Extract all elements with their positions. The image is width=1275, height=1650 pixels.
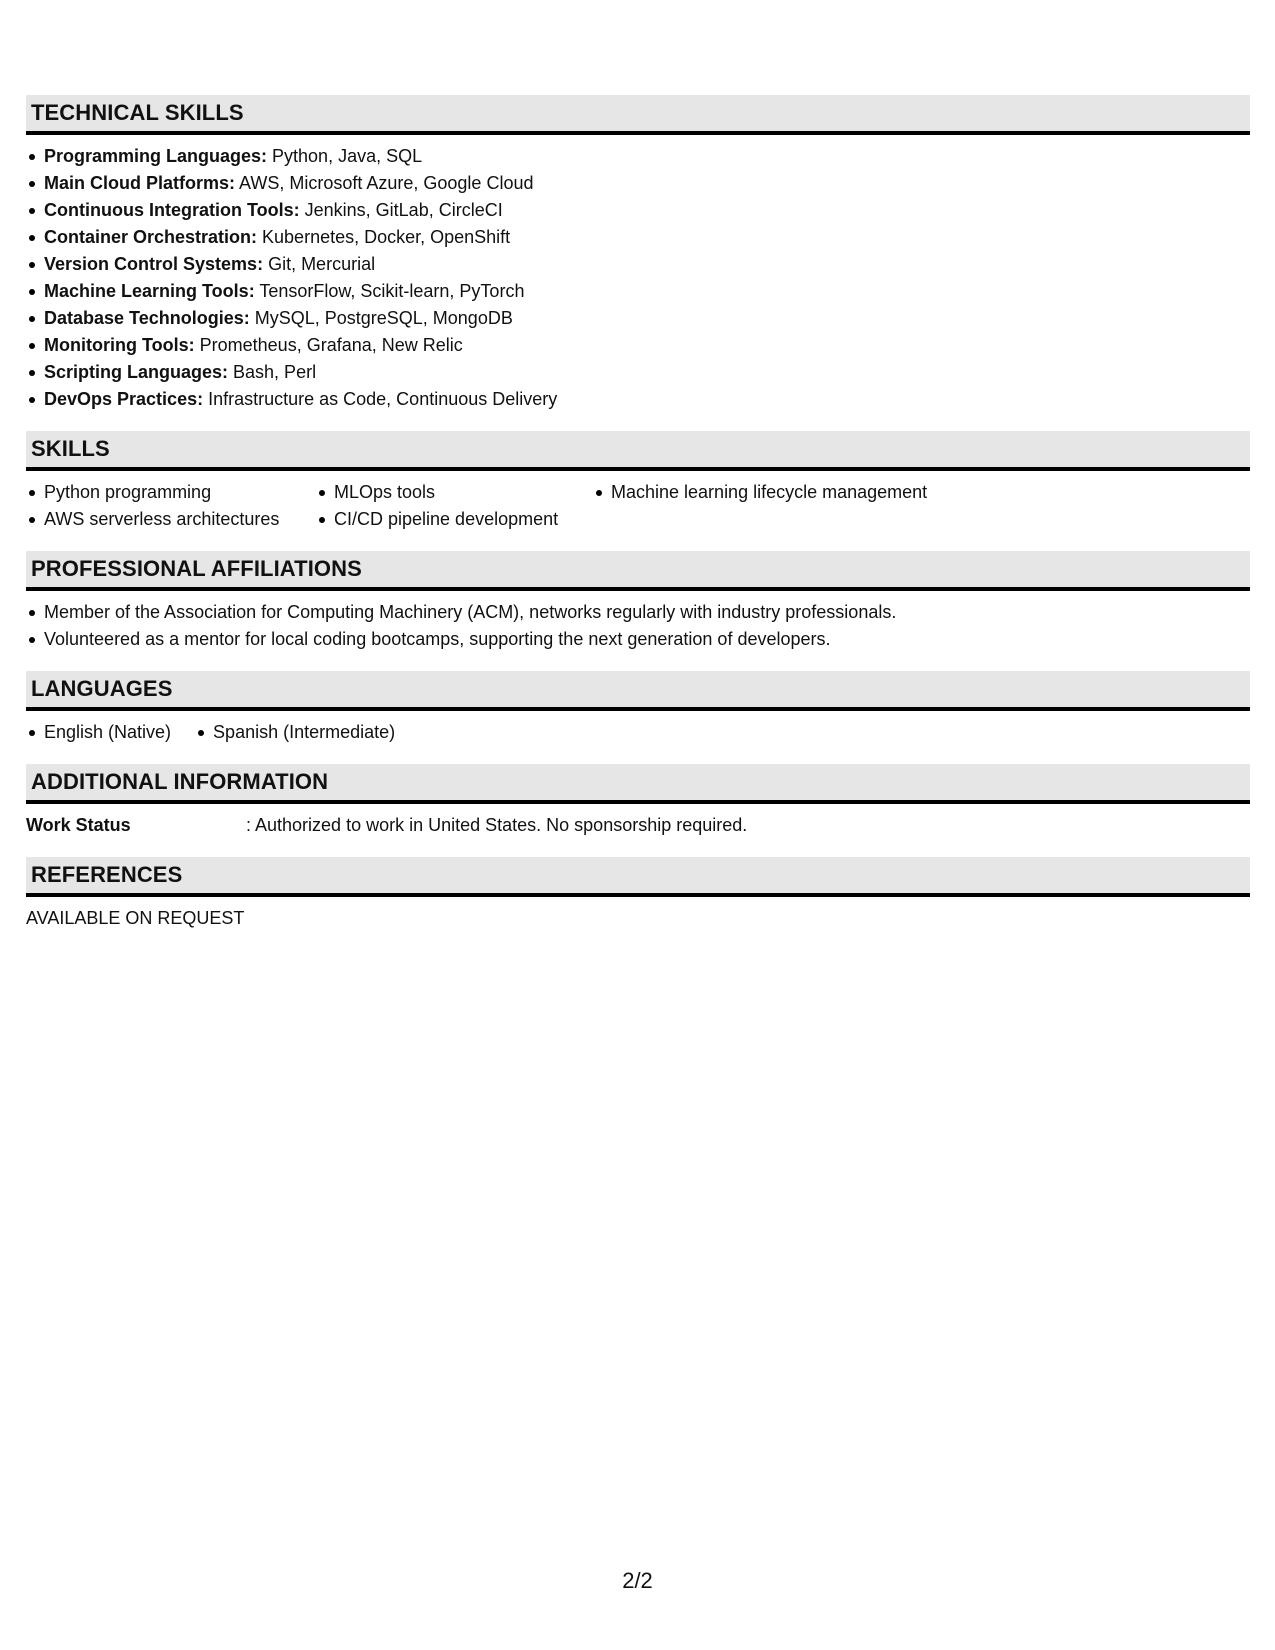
languages-section — [26, 671, 1250, 746]
languages-row — [26, 719, 1250, 746]
list-item — [26, 224, 1250, 251]
skill-value: Infrastructure as Code, Continuous Delivery — [203, 389, 558, 409]
list-item — [26, 305, 1250, 332]
skill-label: Programming Languages: — [44, 146, 268, 166]
list-item — [26, 251, 1250, 278]
list-item: CI/CD pipeline development — [316, 506, 571, 533]
skill-label: Main Cloud Platforms: — [44, 173, 236, 193]
page-number: 2/2 — [622, 1568, 653, 1593]
list-item — [26, 170, 1250, 197]
list-item: AWS serverless architectures — [26, 506, 294, 533]
list-item: English (Native) — [26, 719, 171, 746]
section-heading: LANGUAGES — [26, 671, 1250, 711]
skill-value: TensorFlow, Scikit-learn, PyTorch — [254, 281, 525, 301]
list-item: Spanish (Intermediate) — [195, 719, 395, 746]
skills-column — [593, 479, 993, 533]
references-text: AVAILABLE ON REQUEST — [26, 908, 245, 928]
skill-label: Container Orchestration: — [44, 227, 258, 247]
skills-column — [26, 479, 294, 533]
list-item — [26, 197, 1250, 224]
skill-value: Prometheus, Grafana, New Relic — [194, 335, 463, 355]
list-item — [26, 359, 1250, 386]
references-section — [26, 857, 1250, 932]
skills-column — [316, 479, 571, 533]
skills-section — [26, 431, 1250, 533]
list-item: Machine learning lifecycle management — [593, 479, 993, 506]
section-heading: REFERENCES — [26, 857, 1250, 897]
affiliations-section — [26, 551, 1250, 653]
languages-column — [195, 719, 395, 746]
section-heading: SKILLS — [26, 431, 1250, 471]
section-heading: ADDITIONAL INFORMATION — [26, 764, 1250, 804]
list-item: Python programming — [26, 479, 294, 506]
languages-column — [26, 719, 171, 746]
list-item: MLOps tools — [316, 479, 571, 506]
work-status-value: : Authorized to work in United States. No sponsorship required. — [246, 815, 748, 835]
skill-label: Scripting Languages: — [44, 362, 229, 382]
skill-value: MySQL, PostgreSQL, MongoDB — [249, 308, 513, 328]
resume-page — [26, 95, 1250, 950]
technical-skills-list — [26, 143, 1250, 413]
list-item — [26, 386, 1250, 413]
list-item — [26, 332, 1250, 359]
skill-label: Continuous Integration Tools: — [44, 200, 300, 220]
list-item: Member of the Association for Computing Machinery (ACM), networks regularly with industry professionals. — [26, 599, 1250, 626]
skill-label: DevOps Practices: — [44, 389, 204, 409]
skill-value: Kubernetes, Docker, OpenShift — [257, 227, 511, 247]
skills-grid — [26, 479, 1250, 533]
skill-label: Version Control Systems: — [44, 254, 264, 274]
work-status-label: Work Status — [26, 815, 131, 835]
list-item — [26, 143, 1250, 170]
technical-skills-section — [26, 95, 1250, 413]
skill-value: Jenkins, GitLab, CircleCI — [299, 200, 503, 220]
skill-value: AWS, Microsoft Azure, Google Cloud — [235, 173, 534, 193]
skill-value: Bash, Perl — [228, 362, 317, 382]
skill-value: Python, Java, SQL — [267, 146, 423, 166]
skill-label: Monitoring Tools: — [44, 335, 195, 355]
skill-label: Machine Learning Tools: — [44, 281, 255, 301]
work-status-row — [26, 812, 1250, 839]
list-item: Volunteered as a mentor for local coding bootcamps, supporting the next generation of developers. — [26, 626, 1250, 653]
section-heading: TECHNICAL SKILLS — [26, 95, 1250, 135]
list-item — [26, 278, 1250, 305]
skill-value: Git, Mercurial — [263, 254, 376, 274]
additional-info-section — [26, 764, 1250, 839]
affiliations-list — [26, 599, 1250, 653]
skill-label: Database Technologies: — [44, 308, 250, 328]
section-heading: PROFESSIONAL AFFILIATIONS — [26, 551, 1250, 591]
